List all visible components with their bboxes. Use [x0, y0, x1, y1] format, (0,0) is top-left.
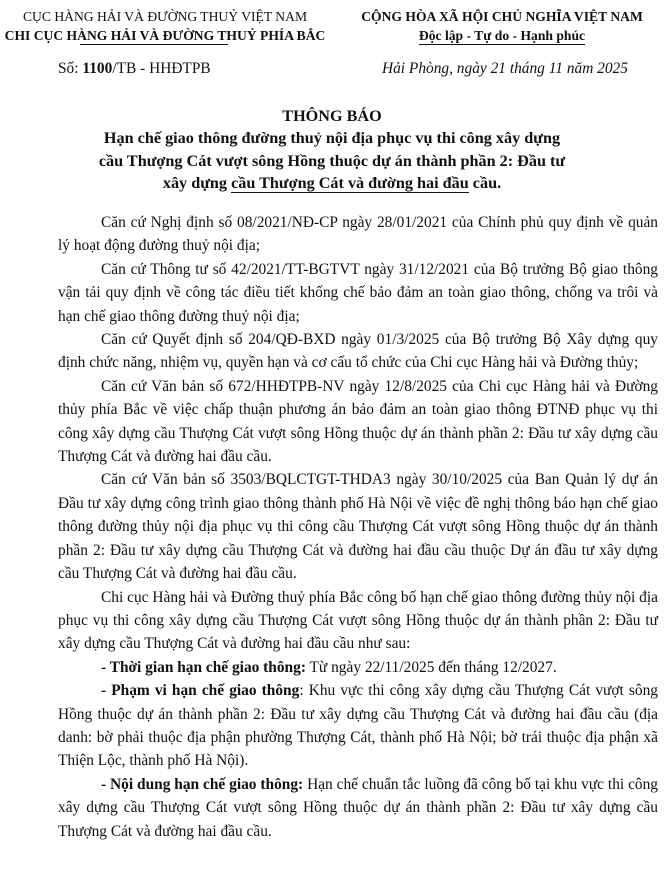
document-body [58, 211, 658, 843]
legal-basis-paragraph: Căn cứ Nghị định số 08/2021/NĐ-CP ngày 28/01/2021 của Chính phủ quy định về quản lý hoạt động đường thuỷ nội địa; [58, 214, 658, 255]
restriction-content-item [58, 773, 658, 843]
legal-basis-paragraph: Căn cứ Thông tư số 42/2021/TT-BGTVT ngày 31/12/2021 của Bộ trưởng Bộ giao thông vận tải quy định về công tác điều tiết khống chế bảo đảm an toàn giao thông, chống va trôi và hạn chế giao thông đường thuỷ nội địa; [58, 260, 658, 325]
document-number-suffix: /TB - HHĐTPB [112, 60, 211, 77]
parent-agency: CỤC HÀNG HẢI VÀ ĐƯỜNG THUỶ VIỆT NAM [22, 9, 308, 24]
document-number [58, 60, 211, 78]
legal-basis-paragraph: Căn cứ Văn bản số 672/HHĐTPB-NV ngày 12/8/2025 của Chi cục Hàng hải và Đường thủy phía Bắc về việc chấp thuận phương án bảo đảm an toàn giao thông ĐTNĐ phục vụ thi công xây dựng cầu Thượng Cát vượt sông Hồng thuộc dự án thành phần 2: Đầu tư xây dựng cầu Thượng Cát và đường hai đầu cầu. [58, 377, 658, 466]
motto: Độc lập - Tự do - Hạnh phúc [418, 28, 586, 43]
bullet-label: - Nội dung hạn chế giao thông: [101, 775, 304, 793]
bullet-label: - Phạm vi hạn chế giao thông [101, 682, 300, 700]
document-number-value: 1100 [82, 60, 113, 77]
bullet-text: Hạn chế chuẩn tắc luồng đã công bố tại khu vực thi công xây dựng cầu Thượng Cát vượt sông Hồng thuộc dự án thành phần 2: Đầu tư xây dựng cầu Thượng Cát và đường hai đầu cầu. [58, 775, 658, 840]
country-name: CỘNG HÒA XÃ HỘI CHỦ NGHĨA VIỆT NAM [361, 9, 643, 24]
document-number-label: Số: [58, 60, 83, 77]
national-motto-header [344, 7, 660, 45]
legal-basis-paragraph: Căn cứ Văn bản số 3503/BQLCTGT-THDA3 ngày 30/10/2025 của Ban Quản lý dự án Đầu tư xây dựng công trình giao thông thành phố Hà Nội về việc đề nghị thông báo hạn chế giao thông đường thủy nội địa phục vụ thi công cầu Thượng Cát vượt sông Hồng thuộc dự án thành phần 2: Đầu tư xây dựng cầu Thượng Cát và đường hai đầu cầu thuộc Dự án đầu tư xây dựng cầu Thượng Cát và đường hai đầu cầu. [58, 471, 658, 583]
document-title: THÔNG BÁO [282, 107, 382, 125]
announcement-paragraph: Chi cục Hàng hải và Đường thuỷ phía Bắc công bố hạn chế giao thông đường thủy nội địa phục vụ thi công xây dựng cầu Thượng Cát vượt sông Hồng thuộc dự án thành phần 2: Đầu tư xây dựng cầu Thượng Cát và đường hai đầu cầu như sau: [58, 588, 658, 653]
subject-line [40, 172, 624, 195]
bullet-text: : Khu vực thi công xây dựng cầu Thượng Cát vượt sông Hồng thuộc dự án thành phần 2: Đầu tư xây dựng cầu Thượng Cát và đường hai đầu cầu (địa danh: bờ phải thuộc địa phận phường Thượng Cát, thành phố Hà Nội; bờ trái thuộc địa phận xã Thiện Lộc, thành phố Hà Nội). [58, 682, 658, 770]
subject-line: Hạn chế giao thông đường thuỷ nội địa phục vụ thi công xây dựng [103, 129, 561, 147]
subject-line: cầu Thượng Cát vượt sông Hồng thuộc dự án thành phần 2: Đầu tư [98, 151, 566, 170]
issuer-header [4, 7, 326, 45]
restriction-scope-item [58, 679, 658, 773]
document-date: Hải Phòng, ngày 21 tháng 11 năm 2025 [382, 60, 628, 77]
subject-text: cầu. [468, 174, 502, 192]
bullet-text: Từ ngày 22/11/2025 đến tháng 12/2027. [305, 658, 557, 676]
subject-text: xây dựng [162, 174, 232, 192]
document-subject [40, 127, 624, 195]
subject-underlined-text: cầu Thượng Cát và đường hai đầu [231, 174, 469, 192]
restriction-time-item [58, 656, 658, 679]
bullet-label: - Thời gian hạn chế giao thông: [101, 658, 306, 676]
issuing-agency: CHI CỤC HÀNG HẢI VÀ ĐƯỜNG THUỶ PHÍA BẮC [4, 28, 326, 43]
legal-basis-paragraph: Căn cứ Quyết định số 204/QĐ-BXD ngày 01/3/2025 của Bộ trưởng Bộ Xây dựng quy định chức năng, nhiệm vụ, quyền hạn và cơ cấu tổ chức của Chi cục Hàng hải và Đường thủy; [58, 331, 658, 372]
